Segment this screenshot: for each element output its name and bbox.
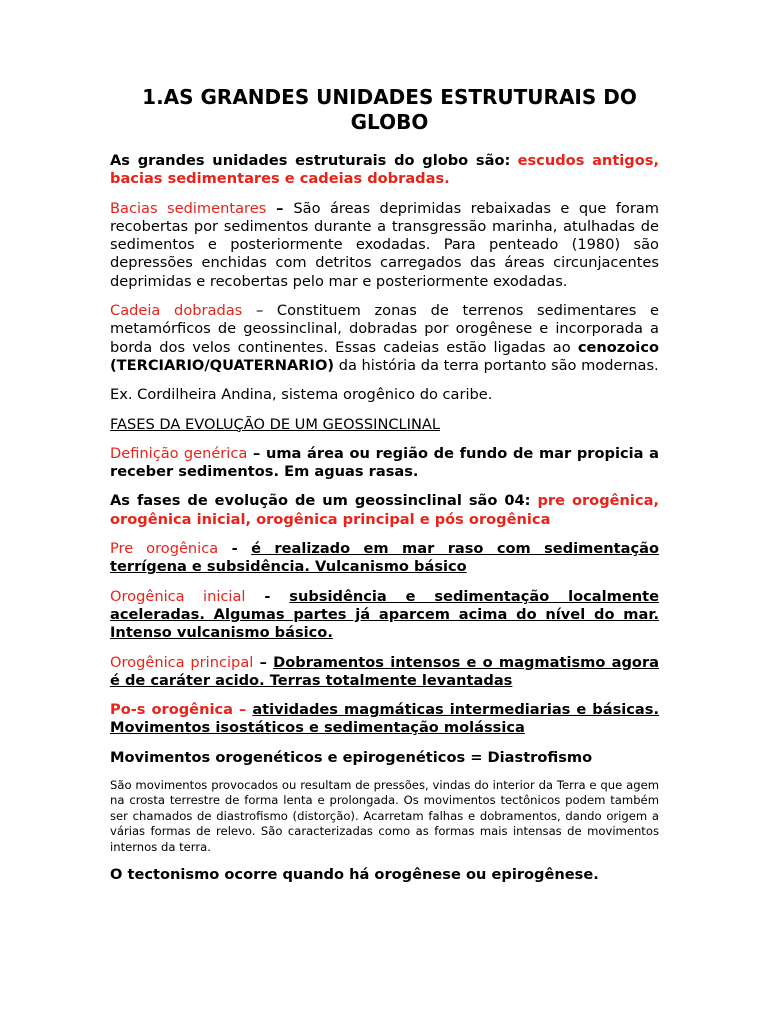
cadeia-paragraph: [110, 302, 659, 375]
pre-text: é realizado em mar raso com sedimentação terrígena e subsidência. Vulcanismo básico: [110, 540, 660, 576]
intro-lead: As grandes unidades estruturais do globo são:: [110, 152, 511, 169]
diastrofismo-paragraph: São movimentos provocados ou resultam de pressões, vindas do interior da Terra e que agem na crosta terrestre de forma lenta e prolongada. Os movimentos tectônicos podem também ser chamados de diastrofismo (distorção). Acarretam falhas e dobramentos, dando origem a várias formas de relevo. São caracterizadas como as formas mais intensas de movimentos internos da terra.: [110, 778, 659, 854]
phases-intro-highlight: pre orogênica, orogênica inicial, orogênica principal e pós orogênica: [110, 492, 659, 528]
example-paragraph: Ex. Cordilheira Andina, sistema orogênico do caribe.: [110, 386, 493, 404]
page-title: 1.AS GRANDES UNIDADES ESTRUTURAIS DO GLOBO: [142, 85, 637, 134]
document-body: [110, 85, 659, 884]
bacias-text: São áreas deprimidas rebaixadas e que foram recobertas por sedimentos durante a transgressão marinha, atulhadas de sedimentos e posteriormente exodadas. Para penteado (1980) são depressões enchidas com detritos carregados das áreas circunjacentes deprimidas e recobertas pelo mar e posteriormente exodadas.: [110, 199, 659, 290]
principal-text: Dobramentos intensos e o magmatismo agora é de caráter acido. Terras totalmente levantadas: [110, 653, 660, 689]
pre-orogenica-paragraph: [110, 540, 659, 577]
phases-intro-paragraph: [110, 492, 659, 529]
orogenica-inicial-paragraph: [110, 588, 659, 643]
pre-dash: -: [218, 540, 252, 558]
intro-paragraph: [110, 152, 659, 189]
phases-intro-text: As fases de evolução de um geossinclinal são 04:: [110, 492, 538, 510]
principal-dash: –: [253, 653, 274, 671]
principal-term: Orogênica principal: [110, 653, 254, 671]
definition-paragraph: [110, 445, 659, 482]
intro-highlight: escudos antigos, bacias sedimentares e cadeias dobradas.: [110, 152, 660, 188]
bacias-term: Bacias sedimentares: [110, 199, 267, 217]
pos-term: Po-s orogênica: [110, 701, 233, 719]
inicial-term: Orogênica inicial: [110, 587, 246, 605]
cadeia-bold-period: cenozoico (TERCIARIO/QUATERNARIO): [110, 338, 659, 374]
bacias-paragraph: [110, 200, 659, 291]
definition-text: – uma área ou região de fundo de mar propicia a receber sedimentos. Em aguas rasas.: [110, 444, 659, 481]
orogenica-principal-paragraph: [110, 654, 659, 691]
pos-text: atividades magmáticas intermediarias e básicas. Movimentos isostáticos e sedimentação molássica: [110, 701, 660, 737]
bacias-dash: –: [266, 199, 294, 217]
inicial-text: subsidência e sedimentação localmente aceleradas. Algumas partes já aparcem acima do nível do mar. Intenso vulcanismo básico.: [110, 587, 660, 642]
pre-term: Pre orogênica: [110, 540, 219, 558]
definition-term: Definição genérica: [110, 444, 248, 462]
cadeia-text-1: Constituem zonas de terrenos sedimentares e metamórficos de geossinclinal, dobradas por orogênese e incorporada a borda dos velos continentes. Essas cadeias estão ligadas ao: [110, 302, 659, 356]
inicial-dash: -: [245, 587, 290, 605]
tectonismo-paragraph: O tectonismo ocorre quando há orogênese ou epirogênese.: [110, 866, 599, 884]
cadeia-text-2: da história da terra portanto são modernas.: [334, 356, 659, 374]
pos-dash: –: [232, 701, 253, 719]
phases-heading: FASES DA EVOLUÇÃO DE UM GEOSSINCLINAL: [110, 415, 441, 433]
cadeia-dash: –: [242, 302, 277, 320]
diastrofismo-heading: Movimentos orogenéticos e epirogenéticos = Diastrofismo: [110, 748, 593, 766]
cadeia-term: Cadeia dobradas: [110, 302, 243, 320]
pos-orogenica-paragraph: [110, 701, 659, 738]
